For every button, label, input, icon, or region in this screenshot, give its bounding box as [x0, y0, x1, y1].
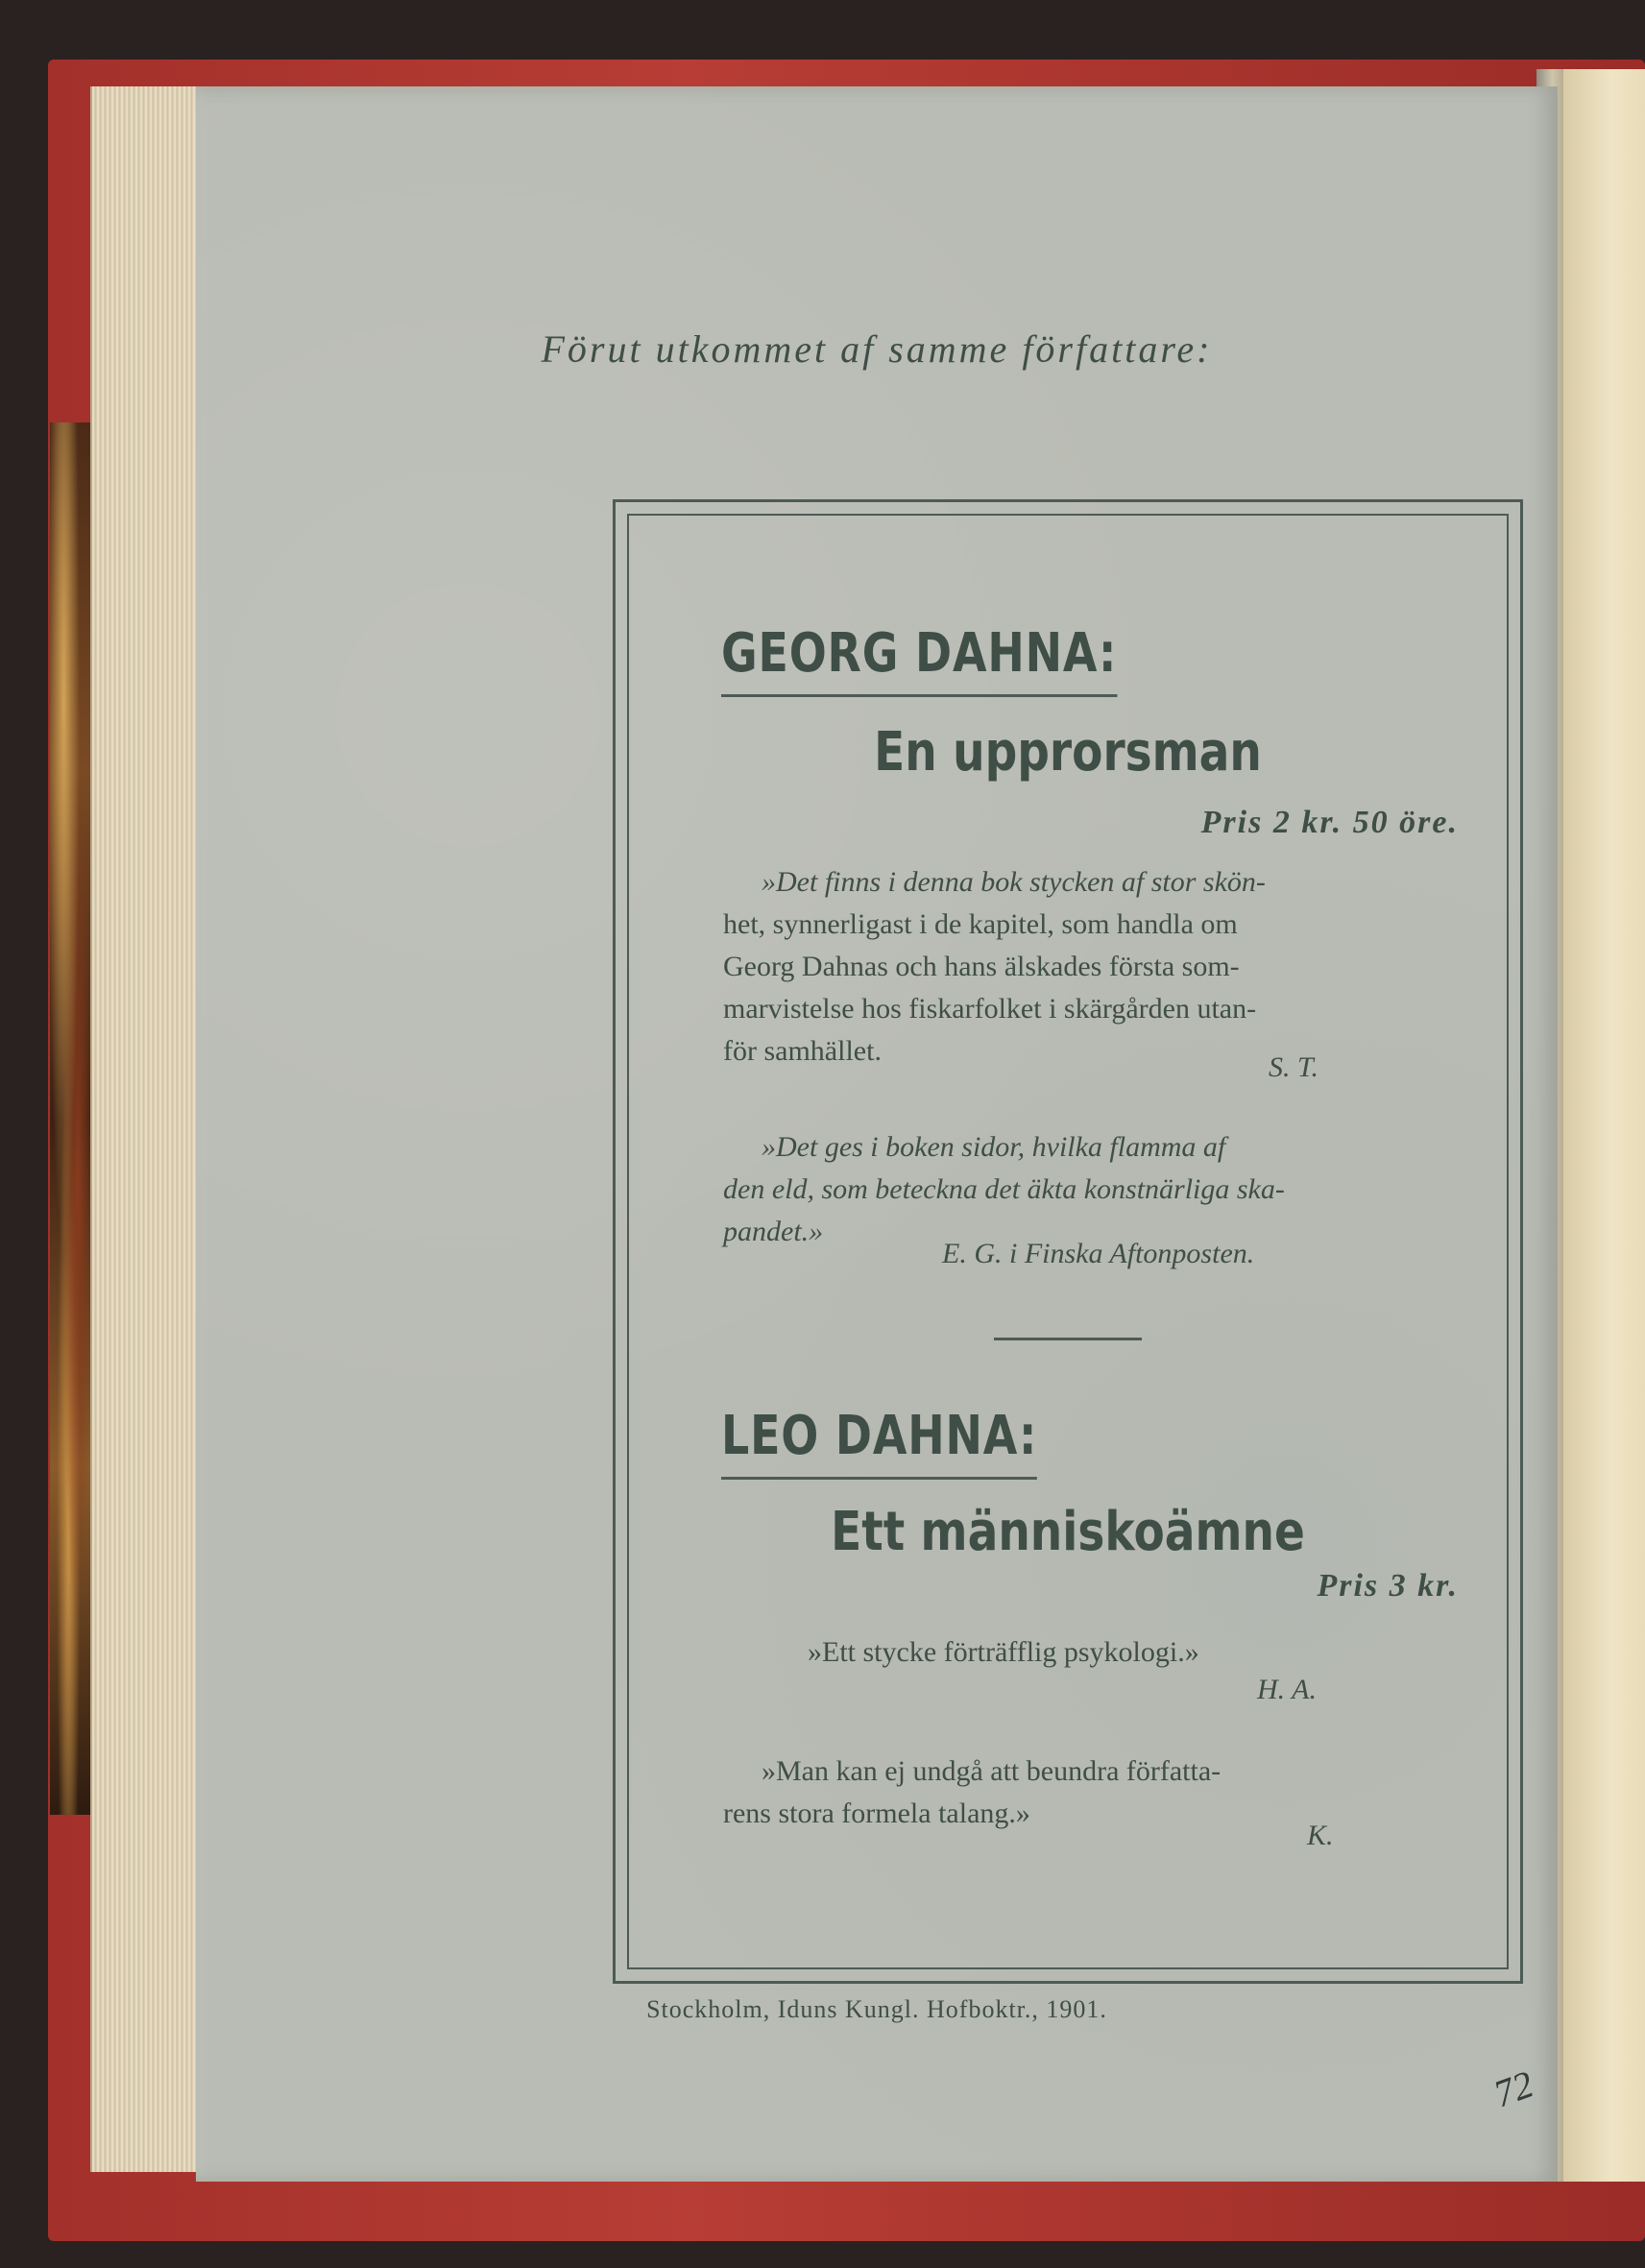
book1-review1-line: Georg Dahnas och hans älskades första som-	[723, 951, 1240, 982]
book2-review2-signature: K.	[1307, 1820, 1334, 1851]
book1-review2-line: »Det ges i boken sidor, hvilka flamma af	[762, 1131, 1226, 1163]
book1-price: Pris 2 kr. 50 öre.	[1200, 805, 1459, 840]
book2-title: Ett människoämne	[831, 1501, 1305, 1563]
book1-review1-line: het, synnerligast i de kapitel, som handla om	[723, 908, 1238, 940]
pencil-page-mark: 72	[1488, 2062, 1539, 2116]
book2-author: LEO DAHNA:	[721, 1405, 1037, 1480]
marbled-spine	[50, 422, 96, 1815]
colophon: Stockholm, Iduns Kungl. Hofboktr., 1901.	[646, 1995, 1107, 2023]
page-edges	[90, 86, 200, 2172]
page-heading: Förut utkommet af samme författare:	[541, 327, 1213, 371]
book2-review2-line: »Man kan ej undgå att beundra författa-	[762, 1755, 1222, 1787]
book2-price: Pris 3 kr.	[1317, 1568, 1459, 1604]
advertisement-frame	[613, 499, 1523, 1984]
book1-review1-line	[723, 861, 1472, 904]
book1-review1-line: marvistelse hos fiskarfolket i skärgården utan-	[723, 993, 1257, 1025]
book1-review1-line: för samhället.	[723, 1035, 882, 1067]
book1-author: GEORG DAHNA:	[721, 622, 1117, 697]
book2-review1-line: »Ett stycke förträfflig psykologi.»	[808, 1636, 1199, 1668]
book1-review2-line: pandet.»	[723, 1216, 824, 1247]
section-divider	[994, 1338, 1142, 1340]
review-line-text: »Det finns i denna bok stycken af stor skön-	[762, 866, 1266, 898]
book2-review2-line: rens stora formela talang.»	[723, 1798, 1030, 1829]
book1-review2-signature: E. G. i Finska Aftonposten.	[942, 1238, 1255, 1269]
book-page	[196, 86, 1558, 2182]
book2-review1-signature: H. A.	[1257, 1674, 1317, 1705]
facing-page	[1563, 69, 1645, 2182]
book1-review2-line: den eld, som beteckna det äkta konstnärliga ska-	[723, 1173, 1285, 1205]
book1-title: En upprorsman	[874, 721, 1262, 784]
book1-review1-signature: S. T.	[1269, 1051, 1318, 1083]
